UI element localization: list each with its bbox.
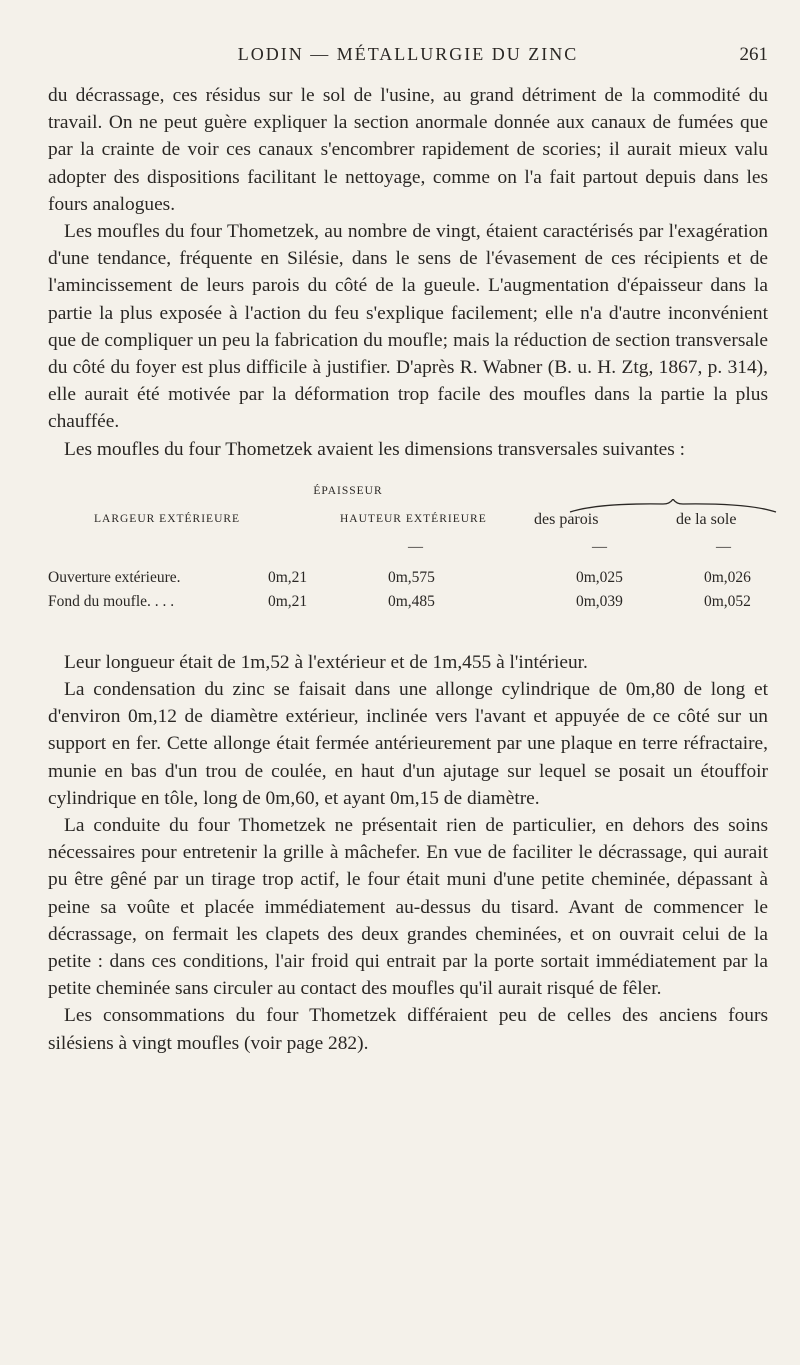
paragraph: Les moufles du four Thometzek, au nombre de vingt, étaient caractérisés par l'exagération d'une tendance, fréquente en Silésie, dans le sens de l'évasement de ces récipients et de l'amincissement de leurs parois du côté de la gueule. L'augmentation d'épaisseur dans la partie la plus exposée à l'action du feu s'explique facilement; elle n'a d'autre inconvénient que de compliquer un peu la fabrication du moufle; mais la réduction de section transversale du côté du foyer est plus difficile à justifier. D'après R. Wabner (B. u. H. Ztg, 1867, p. 314), elle aurait été motivée par la déformation trop facile des moufles dans la partie la plus chauffée.: [48, 221, 768, 433]
row-label: Ouverture extérieure.: [48, 568, 181, 586]
header-largeur: LARGEUR EXTÉRIEURE: [94, 512, 241, 525]
page-number: 261: [739, 44, 768, 65]
paragraph: Les consommations du four Thometzek différaient peu de celles des anciens fours silésiens à vingt moufles (voir page 282).: [48, 1005, 768, 1054]
header-epaisseur: ÉPAISSEUR: [313, 484, 383, 497]
header-hauteur: HAUTEUR EXTÉRIEURE: [340, 512, 487, 525]
paragraph: Les moufles du four Thometzek avaient les dimensions transversales suivantes :: [64, 438, 686, 460]
text-block: [48, 82, 768, 1057]
table-dash: —: [408, 538, 423, 555]
cell-sole: 0m,052: [704, 592, 751, 610]
subheader-sole: de la sole: [676, 510, 737, 528]
paragraph: La condensation du zinc se faisait dans une allonge cylindrique de 0m,80 de long et d'environ 0m,12 de diamètre extérieur, inclinée vers l'avant et appuyée de ce côté sur un support en fer. Cette allonge était fermée antérieurement par une plaque en terre réfractaire, munie en bas d'un trou de coulée, en haut d'un ajutage sur lequel se posait un étouffoir cylindrique en tôle, long de 0m,60, et ayant 0m,15 de diamètre.: [48, 679, 768, 809]
cell-sole: 0m,026: [704, 568, 751, 586]
paragraph: Leur longueur était de 1m,52 à l'extérieur et de 1m,455 à l'intérieur.: [64, 651, 588, 673]
paragraph: La conduite du four Thometzek ne présentait rien de particulier, en dehors des soins nécessaires pour entretenir la grille à mâchefer. En vue de faciliter le décrassage, qui aurait pu être gêné par un tirage trop actif, le four était muni d'une petite cheminée, dépassant à peine sa voûte et placée immédiatement au-dessus du tisard. Avant de commencer le décrassage, on fermait les clapets des deux grandes cheminées, et on ouvrait celui de la petite : dans ces conditions, l'air froid qui entrait par la porte sortait immédiatement par la petite cheminée sans circuler au contact des moufles qu'il aurait risqué de fêler.: [48, 815, 768, 1000]
running-title: LODIN — MÉTALLURGIE DU ZINC: [237, 44, 579, 64]
cell-hauteur: 0m,485: [388, 592, 435, 610]
running-head: [48, 44, 768, 74]
cell-largeur: 0m,21: [268, 592, 308, 610]
row-label: Fond du moufle. . . .: [48, 592, 175, 610]
subheader-parois: des parois: [534, 510, 599, 528]
dimensions-table: [48, 469, 768, 649]
table-dash: —: [716, 538, 731, 555]
paragraph: du décrassage, ces résidus sur le sol de l'usine, au grand détriment de la commodité du travail. On ne peut guère expliquer la section anormale donnée aux canaux de fumées que par la crainte de voir ces canaux s'encombrer rapidement de scories; il aurait mieux valu adopter des dispositions facilitant le nettoyage, comme on l'a fait partout depuis dans les fours analogues.: [48, 85, 768, 215]
cell-hauteur: 0m,575: [388, 568, 435, 586]
cell-parois: 0m,039: [576, 592, 623, 610]
cell-largeur: 0m,21: [268, 568, 308, 586]
cell-parois: 0m,025: [576, 568, 623, 586]
epaisseur-brace: [568, 499, 778, 515]
table-dash: —: [592, 538, 607, 555]
